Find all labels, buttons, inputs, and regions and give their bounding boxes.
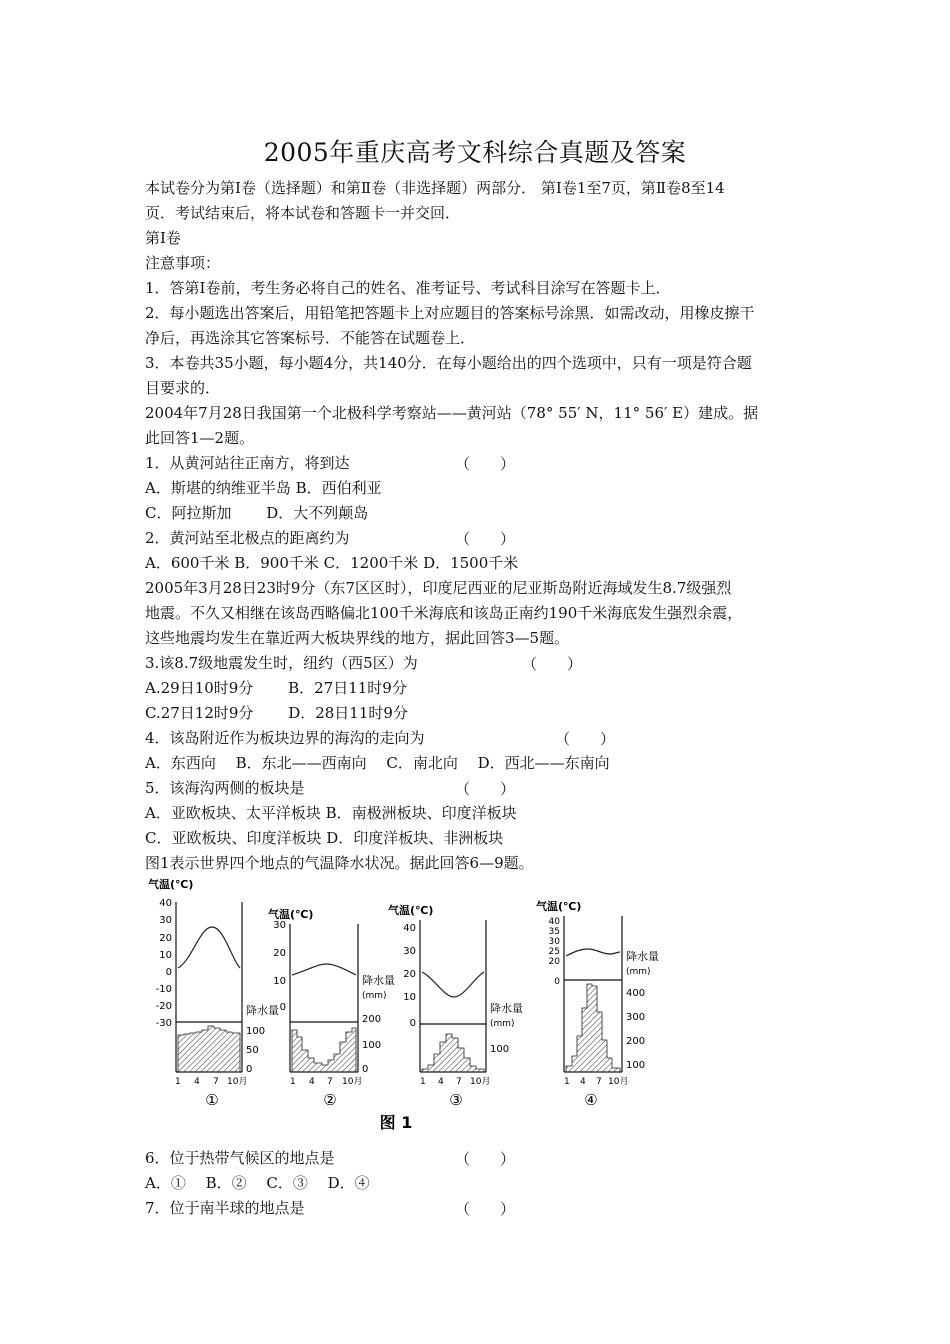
temp-tick: 20 <box>548 957 560 967</box>
temp-tick: 35 <box>548 927 560 937</box>
question-5-options: C．亚欧板块、印度洋板块 D．印度洋板块、非洲板块 <box>145 829 504 847</box>
month-tick: 10月 <box>227 1077 248 1087</box>
temp-axis-label: 气温(℃) <box>388 904 434 917</box>
precip-tick: 400 <box>626 988 646 999</box>
precip-tick: 50 <box>246 1045 259 1056</box>
intro-line: 本试卷分为第Ⅰ卷（选择题）和第Ⅱ卷（非选择题）两部分． 第Ⅰ卷1至7页，第Ⅱ卷8至14 <box>145 179 725 197</box>
question-6-options: A．① B．② C．③ D．④ <box>145 1174 370 1192</box>
climate-figure <box>140 872 670 1137</box>
panel-number: ② <box>323 1091 337 1109</box>
temp-tick: 25 <box>548 947 560 957</box>
month-tick: 4 <box>580 1077 586 1087</box>
question-7-answer-paren: （ ） <box>455 1200 516 1218</box>
precipitation-bars <box>566 984 620 1072</box>
precip-axis-label: 降水量 <box>362 974 395 987</box>
temp-tick: 0 <box>165 967 172 978</box>
precip-tick: 100 <box>626 1060 646 1071</box>
precip-tick: 200 <box>626 1036 646 1047</box>
precipitation-bars <box>178 1026 240 1072</box>
temp-tick: 40 <box>403 923 416 934</box>
temp-tick: 40 <box>159 898 172 909</box>
question-1-options: A．斯堪的纳维亚半岛 B．西伯利亚 <box>145 479 382 497</box>
question-5-stem: 5．该海沟两侧的板块是 <box>145 779 305 797</box>
intro-line: 页．考试结束后，将本试卷和答题卡一并交回． <box>145 204 461 222</box>
question-4-options: A．东西向 B．东北——西南向 C．南北向 D．西北——东南向 <box>145 754 610 772</box>
section-heading: 第Ⅰ卷 <box>145 229 181 247</box>
temp-axis-label: 气温(℃) <box>268 908 314 921</box>
notice-item: 目要求的． <box>145 379 221 397</box>
temperature-curve <box>292 964 356 975</box>
temp-tick: 20 <box>273 948 286 959</box>
question-6-stem: 6．位于热带气候区的地点是 <box>145 1149 335 1167</box>
notice-item: 净后，再选涂其它答案标号．不能答在试题卷上． <box>145 329 476 347</box>
month-tick: 10月 <box>470 1077 491 1087</box>
precip-tick: 0 <box>362 1064 369 1075</box>
precip-unit: (mm) <box>490 1019 515 1029</box>
question-3-options: A.29日10时9分 B．27日11时9分 <box>145 679 407 697</box>
month-tick: 4 <box>438 1077 444 1087</box>
panel-number: ④ <box>584 1091 598 1109</box>
question-3-answer-paren: （ ） <box>522 655 583 673</box>
climate-panel-1 <box>148 877 279 1109</box>
climate-panel-3 <box>388 903 523 1109</box>
notice-item: 2．每小题选出答案后，用铅笔把答题卡上对应题目的答案标号涂黑．如需改动，用橡皮擦干 <box>145 304 755 322</box>
month-tick: 4 <box>309 1077 315 1087</box>
temp-tick: 30 <box>403 946 416 957</box>
month-tick: 1 <box>420 1077 426 1087</box>
temp-tick: 20 <box>403 969 416 980</box>
question-5-answer-paren: （ ） <box>455 780 516 798</box>
figure-caption: 图 1 <box>379 1113 413 1132</box>
month-tick: 7 <box>213 1077 219 1087</box>
passage-line: 这些地震均发生在靠近两大板块界线的地方，据此回答3—5题。 <box>145 629 570 647</box>
question-2-options: A．600千米 B．900千米 C．1200千米 D．1500千米 <box>145 554 519 572</box>
precip-axis-label: 降水量 <box>626 950 659 963</box>
passage-line: 此回答1—2题。 <box>145 429 255 447</box>
precip-axis-label: 降水量 <box>490 1002 523 1015</box>
month-tick: 1 <box>290 1077 296 1087</box>
notice-item: 3．本卷共35小题，每小题4分，共140分．在每小题给出的四个选项中，只有一项是符合题 <box>145 354 752 372</box>
temp-tick: 20 <box>159 933 172 944</box>
temp-tick: 30 <box>273 920 286 931</box>
temp-axis-label: 气温(℃) <box>148 878 194 891</box>
temp-tick: 0 <box>279 1002 286 1013</box>
month-tick: 4 <box>194 1077 200 1087</box>
temp-tick: 0 <box>409 1018 416 1029</box>
temp-tick: 10 <box>403 992 416 1003</box>
question-1-answer-paren: （ ） <box>455 455 516 473</box>
precip-axis-label: 降水量 <box>246 1004 279 1017</box>
temp-tick: 30 <box>159 915 172 926</box>
precipitation-bars <box>422 1034 484 1072</box>
precip-tick: 100 <box>490 1044 510 1055</box>
temperature-curve <box>178 927 240 968</box>
question-3-stem: 3.该8.7级地震发生时，纽约（西5区）为 <box>145 654 418 672</box>
precip-tick: 0 <box>246 1064 253 1075</box>
passage-line: 地震。不久又相继在该岛西略偏北100千米海底和该岛正南约190千米海底发生强烈余震， <box>145 604 743 622</box>
passage-line: 2005年3月28日23时9分（东7区区时），印度尼西亚的尼亚斯岛附近海域发生8.7级强烈 <box>145 579 732 597</box>
precip-unit: (mm) <box>362 991 387 1001</box>
question-7-stem: 7．位于南半球的地点是 <box>145 1199 305 1217</box>
passage-line: 2004年7月28日我国第一个北极科学考察站——黄河站（78° 55′ N，11° 56′ E）建成。据 <box>145 404 759 422</box>
precipitation-bars <box>292 1028 356 1072</box>
question-2-answer-paren: （ ） <box>455 530 516 548</box>
temp-tick: 30 <box>548 937 560 947</box>
temp-tick: 10 <box>159 950 172 961</box>
month-tick: 1 <box>175 1077 181 1087</box>
temperature-curve <box>422 972 484 997</box>
month-tick: 7 <box>456 1077 462 1087</box>
question-6-answer-paren: （ ） <box>455 1150 516 1168</box>
page-title: 2005年重庆高考文科综合真题及答案 <box>263 138 687 167</box>
temp-tick: 10 <box>273 976 286 987</box>
question-2-stem: 2．黄河站至北极点的距离约为 <box>145 529 350 547</box>
climate-panel-4 <box>536 899 659 1109</box>
question-5-options: A．亚欧板块、太平洋板块 B．南极洲板块、印度洋板块 <box>145 804 517 822</box>
temp-tick: -30 <box>155 1018 172 1029</box>
figure-intro: 图1表示世界四个地点的气温降水状况。据此回答6—9题。 <box>145 854 534 872</box>
question-4-answer-paren: （ ） <box>555 730 616 748</box>
month-tick: 10月 <box>608 1077 629 1087</box>
month-tick: 7 <box>327 1077 333 1087</box>
temperature-curve <box>566 949 620 956</box>
precip-tick: 100 <box>246 1026 266 1037</box>
precip-tick: 200 <box>362 1014 382 1025</box>
month-tick: 1 <box>564 1077 570 1087</box>
climate-panel-2 <box>268 907 395 1109</box>
temp-axis-label: 气温(℃) <box>536 900 582 913</box>
notice-heading: 注意事项： <box>145 254 221 272</box>
panel-number: ① <box>205 1091 219 1109</box>
notice-item: 1．答第Ⅰ卷前，考生务必将自己的姓名、准考证号、考试科目涂写在答题卡上． <box>145 279 671 297</box>
month-tick: 10月 <box>342 1077 363 1087</box>
precip-tick: 100 <box>362 1040 382 1051</box>
question-1-stem: 1．从黄河站往正南方，将到达 <box>145 454 350 472</box>
temp-tick: -10 <box>155 984 172 995</box>
precip-tick: 300 <box>626 1012 646 1023</box>
precip-unit: (mm) <box>626 967 651 977</box>
question-4-stem: 4．该岛附近作为板块边界的海沟的走向为 <box>145 729 425 747</box>
temp-tick: -20 <box>155 1001 172 1012</box>
temp-tick: 40 <box>548 917 560 927</box>
month-tick: 7 <box>596 1077 602 1087</box>
panel-number: ③ <box>449 1091 463 1109</box>
question-1-options: C．阿拉斯加 D．大不列颠岛 <box>145 504 369 522</box>
temp-tick: 0 <box>554 977 560 987</box>
question-3-options: C.27日12时9分 D．28日11时9分 <box>145 704 408 722</box>
